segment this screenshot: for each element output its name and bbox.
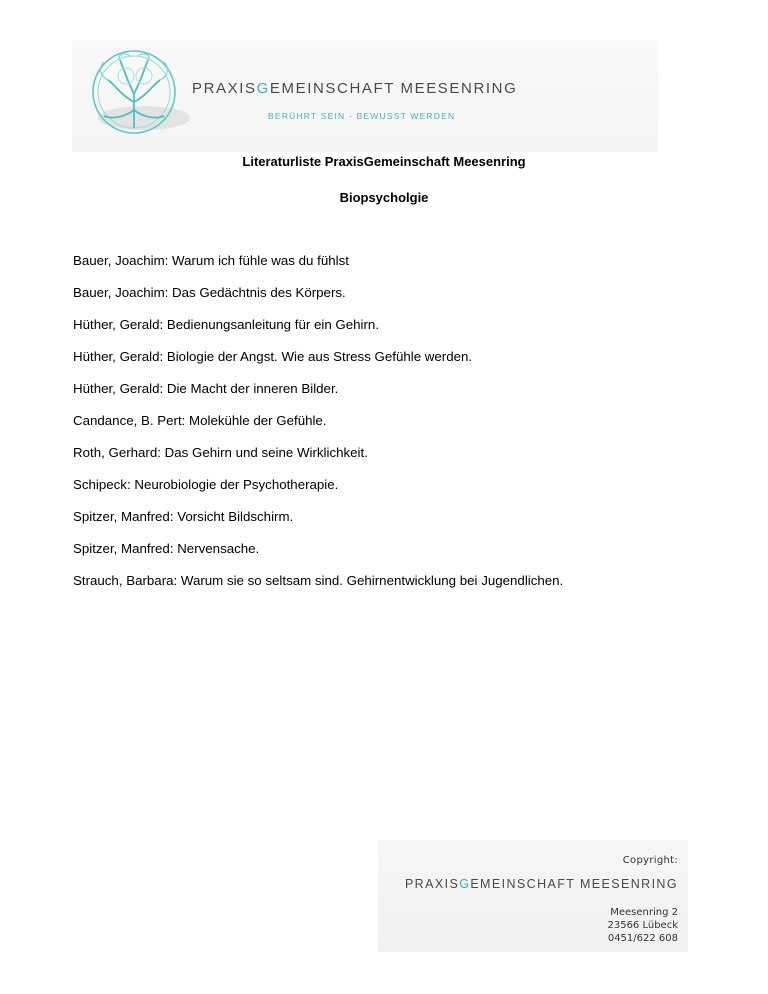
- document-subtitle: Biopsycholgie: [339, 190, 429, 205]
- brand-name: PRAXISGEMEINSCHAFT MEESENRING: [192, 80, 518, 97]
- letterhead: [72, 40, 658, 152]
- phone-number: 0451/622 608: [607, 933, 678, 944]
- address-city: 23566 Lübeck: [607, 920, 678, 931]
- footer-brand-name: PRAXISGEMEINSCHAFT MEESENRING: [404, 877, 678, 891]
- literature-item: Strauch, Barbara: Warum sie so seltsam sind. Gehirnentwicklung bei Jugendlichen.: [73, 573, 564, 588]
- literature-item: Spitzer, Manfred: Vorsicht Bildschirm.: [73, 509, 294, 524]
- literature-list: [73, 252, 563, 604]
- literature-item: Bauer, Joachim: Warum ich fühle was du fühlst: [73, 253, 349, 268]
- footer-contact-block: [378, 840, 688, 952]
- literature-item: Bauer, Joachim: Das Gedächtnis des Körpers.: [73, 285, 346, 300]
- literature-item: Hüther, Gerald: Bedienungsanleitung für ein Gehirn.: [73, 317, 380, 332]
- literature-item: Hüther, Gerald: Biologie der Angst. Wie aus Stress Gefühle werden.: [73, 349, 473, 364]
- document-title: Literaturliste PraxisGemeinschaft Meesenring: [242, 154, 526, 169]
- literature-item: Spitzer, Manfred: Nervensache.: [73, 541, 260, 556]
- literature-item: Schipeck: Neurobiologie der Psychotherapie.: [73, 477, 339, 492]
- tree-of-life-logo-icon: [86, 46, 190, 150]
- literature-item: Candance, B. Pert: Molekühle der Gefühle.: [73, 413, 327, 428]
- literature-item: Hüther, Gerald: Die Macht der inneren Bilder.: [73, 381, 339, 396]
- copyright-label: Copyright:: [622, 855, 678, 866]
- literature-item: Roth, Gerhard: Das Gehirn und seine Wirklichkeit.: [73, 445, 368, 460]
- brand-tagline: BERÜHRT SEIN - BEWUSST WERDEN: [268, 111, 456, 121]
- address-street: Meesenring 2: [610, 907, 678, 918]
